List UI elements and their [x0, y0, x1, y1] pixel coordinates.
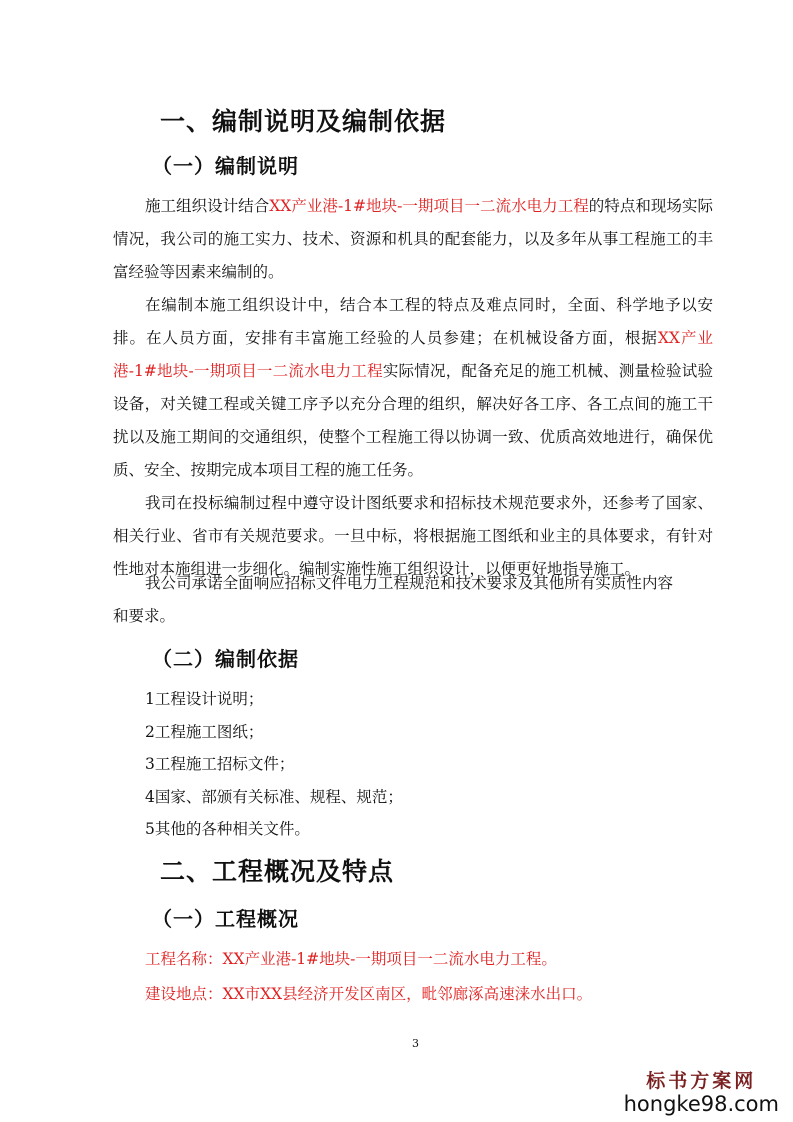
sub1-title: （一）编制说明 — [152, 154, 299, 178]
basis-item-3: 3工程施工招标文件； — [145, 755, 295, 773]
para-2-a: 在编制本施工组织设计中，结合本工程的特点及难点同时，全面、科学地予以安排。在人员方面，安排有丰富施工经验的人员参建；在机械设备方面，根据 — [113, 296, 713, 347]
para-1-c: 的特点和现场实际情况，我公司的施工实力、技术、资源和机具的配套能力，以及多年从事工程施工的丰富经验等因素来编制的。 — [113, 197, 713, 281]
section2-title: 二、工程概况及特点 — [160, 857, 395, 886]
basis-item-1: 1工程设计说明； — [145, 690, 264, 708]
project-name-inline-2: XX产业港-1#地块-一期项目一二流水电力工程 — [113, 329, 713, 380]
page-number: 3 — [412, 1037, 419, 1050]
sub3-title: （一）工程概况 — [152, 907, 299, 931]
basis-item-4: 4国家、部颁有关标准、规程、规范； — [145, 788, 403, 806]
project-site: 建设地点：XX市XX县经济开发区南区，毗邻廊涿高速涞水出口。 — [145, 985, 593, 1003]
para-2 — [113, 289, 713, 487]
basis-item-2: 2工程施工图纸； — [145, 723, 264, 741]
section1-title: 一、编制说明及编制依据 — [160, 107, 447, 136]
project-name: 工程名称：XX产业港-1#地块-一期项目一二流水电力工程。 — [145, 950, 557, 968]
basis-item-5: 5其他的各种相关文件。 — [145, 820, 310, 838]
para-3: 我司在投标编制过程中遵守设计图纸要求和招标技术规范要求外，还参考了国家、相关行业、省市有关规范要求。一旦中标，将根据施工图纸和业主的具体要求，有针对性地对本施组进一步细化。编制实施性施工组织设计，以便更好地指导施工。 — [113, 494, 713, 578]
para-1 — [113, 190, 713, 289]
watermark-url: hongke98.com — [623, 1092, 779, 1116]
watermark — [624, 1066, 779, 1115]
para-2-c: 实际情况，配备充足的施工机械、测量检验试验设备，对关键工程或关键工序予以充分合理的组织，解决好各工序、各工点间的施工干扰以及施工期间的交通组织，使整个工程施工得以协调一致、优质高效地进行，确保优质、安全、按期完成本项目工程的施工任务。 — [113, 362, 713, 479]
para-4: 我公司承诺全面响应招标文件电力工程规范和技术要求及其他所有实质性内容和要求。 — [113, 574, 673, 625]
watermark-cn: 标书方案网 — [646, 1070, 757, 1092]
sub2-title: （二）编制依据 — [152, 647, 299, 671]
para-1-a: 施工组织设计结合 — [145, 197, 270, 215]
project-name-inline-1: XX产业港-1#地块-一期项目一二流水电力工程 — [269, 197, 589, 215]
